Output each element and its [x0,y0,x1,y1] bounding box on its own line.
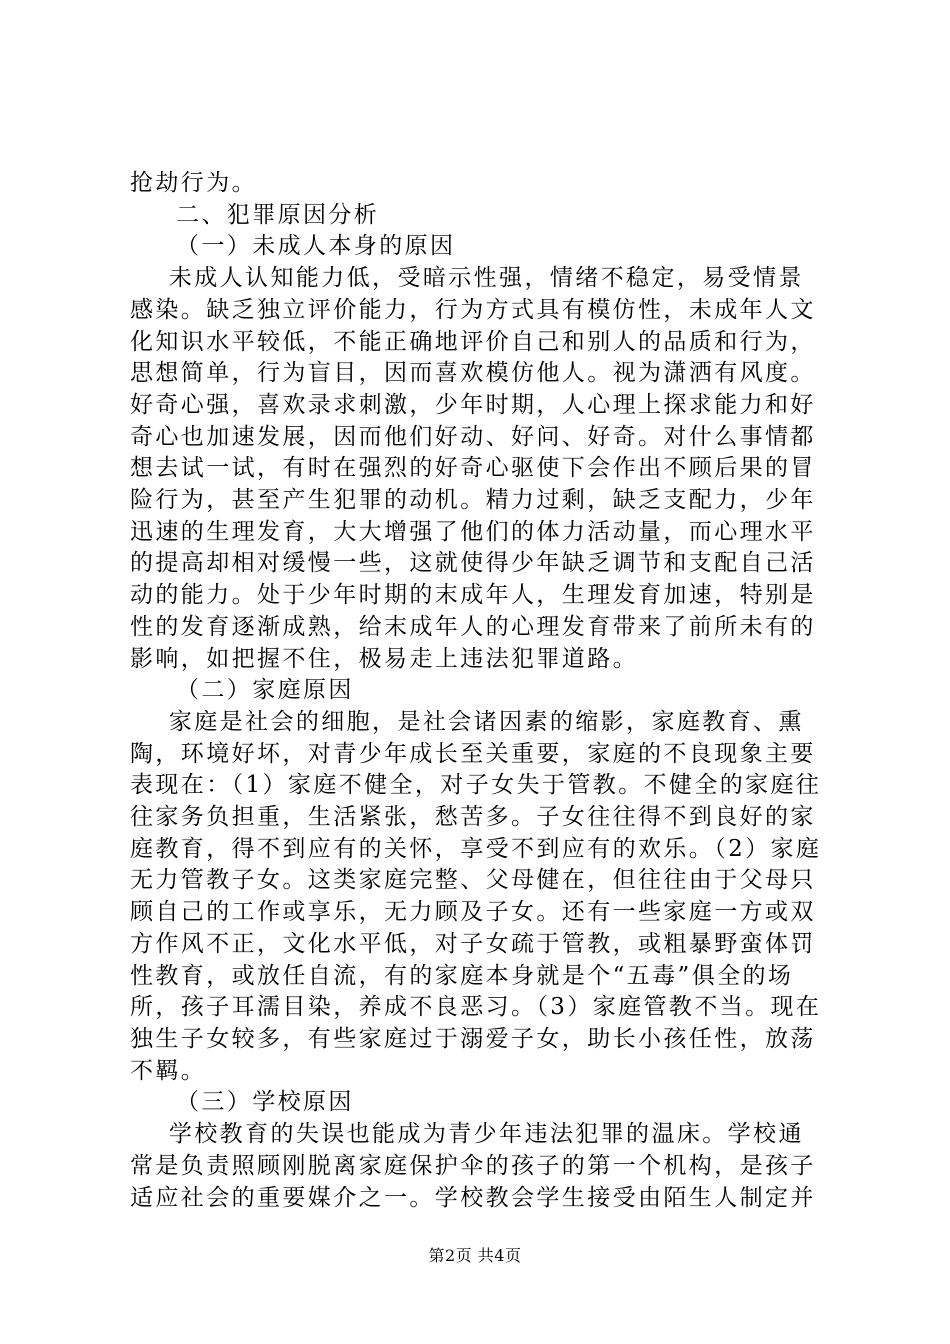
text-line: 学校教育的失误也能成为青少年违法犯罪的温床。学校通 [130,1121,804,1148]
text-line: 想去试一试，有时在强烈的好奇心驱使下会作出不顾后果的冒 [130,455,816,482]
text-line: 迅速的生理发育，大大增强了他们的体力活动量，而心理水平 [130,518,816,545]
heading-line: 二、犯罪原因分析 [176,201,380,228]
text-line: 的提高却相对缓慢一些，这就使得少年缺乏调节和支配自己活 [130,550,816,577]
subheading-line: （一）未成人本身的原因 [176,233,456,260]
text-line: 险行为，甚至产生犯罪的动机。精力过剩，缺乏支配力，少年 [130,487,816,514]
text-line: 性教育，或放任自流，有的家庭本身就是个“五毒”俱全的场 [130,962,794,989]
text-line: 陶，环境好坏，对青少年成长至关重要，家庭的不良现象主要 [130,740,816,767]
text-line: 独生子女较多，有些家庭过于溺爱子女，助长小孩任性，放荡 [130,1025,816,1052]
document-body [130,168,832,1214]
subheading-line: （二）家庭原因 [176,677,354,704]
page-footer: 第2页 共4页 [428,1246,522,1265]
text-line: 庭教育，得不到应有的关怀，享受不到应有的欢乐。（2）家庭 [130,835,822,862]
text-line: 适应社会的重要媒介之一。学校教会学生接受由陌生人制定并 [130,1184,816,1211]
text-line: 化知识水平较低，不能正确地评价自己和别人的品质和行为， [130,328,816,355]
text-line: 抢劫行为。 [130,170,257,196]
text-line: 不羁。 [130,1057,207,1084]
text-line: 无力管教子女。这类家庭完整、父母健在，但往往由于父母只 [130,867,816,894]
text-line: 好奇心强，喜欢录求刺激，少年时期，人心理上探求能力和好 [130,391,816,418]
text-line: 方作风不正，文化水平低，对子女疏于管教，或粗暴野蛮体罚 [130,930,816,957]
text-line: 奇心也加速发展，因而他们好动、好问、好奇。对什么事情都 [130,423,816,450]
text-line: 常是负责照顾刚脱离家庭保护伞的孩子的第一个机构，是孩子 [130,1152,816,1179]
text-line: 所，孩子耳濡目染，养成不良恶习。（3）家庭管教不当。现在 [130,994,822,1021]
text-line: 动的能力。处于少年时期的末成年人，生理发育加速，特别是 [130,582,816,609]
text-line: 表现在：（1）家庭不健全，对子女失于管教。不健全的家庭往 [130,772,822,799]
text-line: 性的发育逐渐成熟，给末成年人的心理发育带来了前所未有的 [130,613,816,640]
text-line: 感染。缺乏独立评价能力，行为方式具有模仿性，未成年人文 [130,296,816,323]
text-line: 思想简单，行为盲目，因而喜欢模仿他人。视为潇洒有风度。 [130,360,816,387]
text-line: 顾自己的工作或享乐，无力顾及子女。还有一些家庭一方或双 [130,899,816,926]
text-line: 往家务负担重，生活紧张，愁苦多。子女往往得不到良好的家 [130,804,816,831]
subheading-line: （三）学校原因 [176,1089,354,1116]
text-line: 家庭是社会的细胞，是社会诸因素的缩影，家庭教育、熏 [130,708,804,735]
text-line: 未成人认知能力低，受暗示性强，情绪不稳定，易受情景 [130,265,804,292]
text-line: 影响，如把握不住，极易走上违法犯罪道路。 [130,645,638,672]
